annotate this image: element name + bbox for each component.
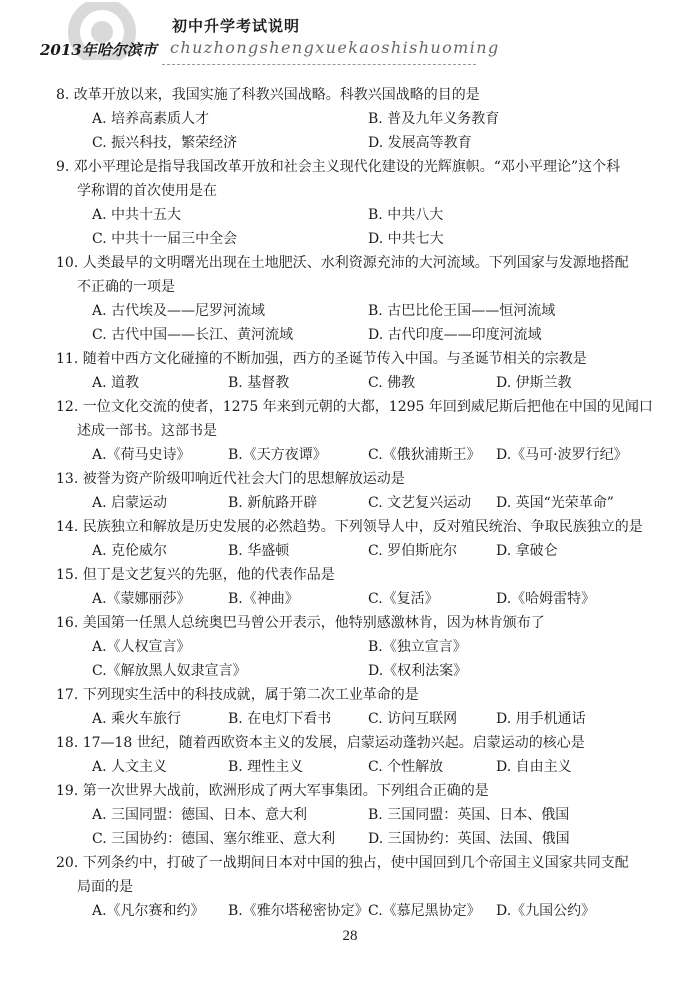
option-a: A.《人权宣言》 [92, 639, 191, 655]
option-d: D. 用手机通话 [496, 711, 586, 727]
question-stem: 9. 邓小平理论是指导我国改革开放和社会主义现代化建设的光辉旗帜。“邓小平理论”这个科 [56, 159, 621, 175]
option-b: B. 古巴比伦王国——恒河流域 [368, 303, 556, 319]
option-row [56, 323, 656, 347]
header-title: 初中升学考试说明 [172, 17, 301, 35]
question-item [56, 563, 656, 611]
option-d: D. 发展高等教育 [368, 135, 472, 151]
option-d: D. 伊斯兰教 [496, 375, 572, 391]
option-row [56, 227, 656, 251]
question-stem: 11. 随着中西方文化碰撞的不断加强，西方的圣诞节传入中国。与圣诞节相关的宗教是 [56, 351, 587, 367]
option-row [56, 587, 656, 611]
option-row [56, 539, 656, 563]
option-row [56, 299, 656, 323]
option-b: B.《独立宣言》 [368, 639, 467, 655]
option-row [56, 107, 656, 131]
option-c: C. 振兴科技，繁荣经济 [92, 135, 238, 151]
header-divider [162, 64, 476, 65]
option-row [56, 443, 656, 467]
option-a: A.《荷马史诗》 [92, 447, 191, 463]
question-stem-continuation: 不正确的一项是 [77, 279, 175, 295]
option-row [56, 659, 656, 683]
question-stem: 10. 人类最早的文明曙光出现在土地肥沃、水利资源充沛的大河流域。下列国家与发源地搭配 [56, 255, 629, 271]
option-row [56, 203, 656, 227]
option-c: C. 访问互联网 [368, 711, 458, 727]
option-a: A. 中共十五大 [92, 207, 182, 223]
question-stem: 14. 民族独立和解放是历史发展的必然趋势。下列领导人中，反对殖民统治、争取民族独立的是 [56, 519, 643, 535]
question-item [56, 155, 656, 251]
option-c: C. 古代中国——长江、黄河流域 [92, 327, 294, 343]
question-stem: 20. 下列条约中，打破了一战期间日本对中国的独占，使中国回到几个帝国主义国家共同支配 [56, 855, 629, 871]
option-c: C. 三国协约：德国、塞尔维亚、意大利 [92, 831, 336, 847]
option-a: A. 三国同盟：德国、日本、意大利 [92, 807, 308, 823]
question-list [56, 83, 656, 923]
option-b: B.《神曲》 [228, 591, 299, 607]
option-d: D. 三国协约：英国、法国、俄国 [368, 831, 570, 847]
option-b: B. 理性主义 [228, 759, 304, 775]
option-b: B. 在电灯下看书 [228, 711, 332, 727]
option-d: D. 自由主义 [496, 759, 572, 775]
header-year-city: 2013年哈尔滨市 [40, 41, 157, 59]
option-row [56, 371, 656, 395]
question-stem-continuation: 局面的是 [77, 879, 133, 895]
question-stem-continuation: 述成一部书。这部书是 [77, 423, 217, 439]
option-c: C. 中共十一届三中全会 [92, 231, 238, 247]
option-a: A. 乘火车旅行 [92, 711, 182, 727]
question-item [56, 731, 656, 779]
option-d: D. 古代印度——印度河流域 [368, 327, 542, 343]
header-pinyin: chuzhongshengxuekaoshishuoming [170, 38, 500, 57]
option-b: B. 基督教 [228, 375, 290, 391]
question-item [56, 779, 656, 851]
option-row [56, 131, 656, 155]
option-d: D.《马可·波罗行纪》 [496, 447, 628, 463]
page-number: 28 [342, 928, 358, 944]
question-stem: 13. 被誉为资产阶级叩响近代社会大门的思想解放运动是 [56, 471, 405, 487]
question-item [56, 467, 656, 515]
option-row [56, 755, 656, 779]
option-b: B. 普及九年义务教育 [368, 111, 500, 127]
question-stem: 12. 一位文化交流的使者，1275 年来到元朝的大都，1295 年回到威尼斯后把他在中国的见闻口 [56, 399, 653, 415]
option-c: C. 罗伯斯庇尔 [368, 543, 458, 559]
option-row [56, 803, 656, 827]
question-stem: 19. 第一次世界大战前，欧洲形成了两大军事集团。下列组合正确的是 [56, 783, 489, 799]
option-b: B.《天方夜谭》 [228, 447, 327, 463]
option-row [56, 707, 656, 731]
option-a: A. 克伦威尔 [92, 543, 168, 559]
option-row [56, 827, 656, 851]
option-c: C.《复活》 [368, 591, 439, 607]
option-b: B. 华盛顿 [228, 543, 290, 559]
option-d: D. 中共七大 [368, 231, 444, 247]
question-item [56, 83, 656, 155]
question-item [56, 515, 656, 563]
option-a: A. 启蒙运动 [92, 495, 168, 511]
question-item [56, 395, 656, 467]
option-a: A. 道教 [92, 375, 140, 391]
option-a: A. 古代埃及——尼罗河流域 [92, 303, 266, 319]
option-d: D.《九国公约》 [496, 903, 596, 919]
question-stem: 8. 改革开放以来，我国实施了科教兴国战略。科教兴国战略的目的是 [56, 87, 480, 103]
option-row [56, 635, 656, 659]
question-stem-continuation: 学称谓的首次使用是在 [77, 183, 217, 199]
option-row [56, 899, 656, 923]
option-b: B. 三国同盟：英国、日本、俄国 [368, 807, 570, 823]
question-stem: 15. 但丁是文艺复兴的先驱，他的代表作品是 [56, 567, 335, 583]
question-stem: 18. 17—18 世纪，随着西欧资本主义的发展，启蒙运动蓬勃兴起。启蒙运动的核心是 [56, 735, 585, 751]
option-c: C.《俄狄浦斯王》 [368, 447, 481, 463]
option-b: B.《雅尔塔秘密协定》 [228, 903, 369, 919]
option-row [56, 491, 656, 515]
question-item [56, 611, 656, 683]
option-c: C. 佛教 [368, 375, 416, 391]
option-c: C.《解放黑人奴隶宣言》 [92, 663, 247, 679]
option-d: D.《权利法案》 [368, 663, 468, 679]
question-item [56, 851, 656, 923]
option-a: A. 培养高素质人才 [92, 111, 210, 127]
option-c: C.《慕尼黑协定》 [368, 903, 481, 919]
question-item [56, 347, 656, 395]
option-a: A.《凡尔赛和约》 [92, 903, 205, 919]
option-c: C. 个性解放 [368, 759, 444, 775]
question-item [56, 683, 656, 731]
question-stem: 17. 下列现实生活中的科技成就，属于第二次工业革命的是 [56, 687, 419, 703]
option-c: C. 文艺复兴运动 [368, 495, 472, 511]
option-b: B. 中共八大 [368, 207, 444, 223]
option-a: A. 人文主义 [92, 759, 168, 775]
option-b: B. 新航路开辟 [228, 495, 318, 511]
question-stem: 16. 美国第一任黑人总统奥巴马曾公开表示，他特别感激林肯，因为林肯颁布了 [56, 615, 545, 631]
option-d: D. 拿破仑 [496, 543, 558, 559]
question-item [56, 251, 656, 347]
option-d: D. 英国“光荣革命” [496, 495, 614, 511]
option-d: D.《哈姆雷特》 [496, 591, 596, 607]
option-a: A.《蒙娜丽莎》 [92, 591, 191, 607]
